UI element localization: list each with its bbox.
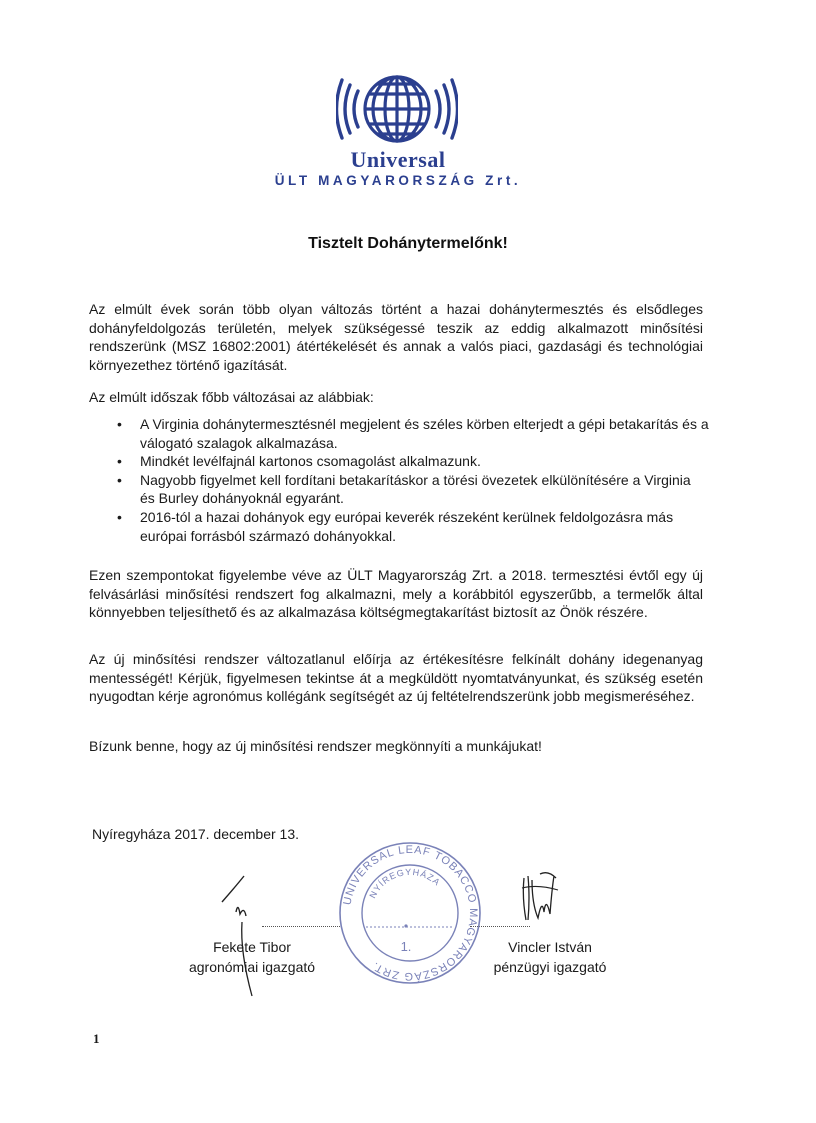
requirements-paragraph: Az új minősítési rendszer változatlanul előírja az értékesítésre felkínált dohány idegenanyag mentességét! Kérjük, figyelmesen tekintse át a megküldött nyomtatványunkat, és szükség esetén nyugodtan kérje agronómus kollégánk segítségét az új feltételrendszerünk jobb megismeréséhez. — [89, 651, 703, 705]
stamp-inner-text: NYÍREGYHÁZA — [367, 866, 443, 900]
globe-logo-icon — [336, 66, 458, 152]
signatory-right — [480, 937, 620, 977]
bullet-icon: • — [117, 416, 122, 432]
signatory-name: Fekete Tibor — [213, 939, 291, 955]
list-item: • A Virginia dohánytermesztésnél megjelent és széles körben elterjedt a gépi betakarítás és a válogató szalagok alkalmazása. — [117, 416, 709, 451]
signature-right-icon — [518, 868, 562, 928]
list-item: • Mindkét levélfajnál kartonos csomagolást alkalmazunk. — [117, 453, 481, 470]
signatory-left — [172, 937, 332, 977]
letter-greeting: Tisztelt Dohánytermelőnk! — [308, 235, 508, 252]
closing-paragraph: Bízunk benne, hogy az új minősítési rendszer megkönnyíti a munkájukat! — [89, 738, 542, 754]
svg-text:NYÍREGYHÁZA — [367, 867, 442, 900]
date-line: Nyíregyháza 2017. december 13. — [92, 826, 300, 842]
signatory-name: Vincler István — [508, 939, 592, 955]
brand-name: Universal — [350, 147, 446, 172]
stamp-number: 1. — [400, 939, 412, 954]
bullet-icon: • — [117, 453, 122, 470]
decision-paragraph: Ezen szempontokat figyelembe véve az ÜLT Magyarország Zrt. a 2018. termesztési évtől egy új felvásárlási minősítési rendszert fog alkalmazni, mely a korábbitól egyszerűbb, a termelők által könnyebben teljesíthető és az alkalmazása költségmegtakarítást biztosít az Önök részére. — [89, 567, 703, 621]
bullet-icon: • — [117, 508, 122, 525]
signatory-title: pénzügyi igazgató — [493, 959, 607, 975]
company-stamp — [338, 841, 482, 985]
list-item: • Nagyobb figyelmet kell fordítani betakarításkor a törési övezetek elkülönítésére a Virginia és Burley dohányoknál egyaránt. — [117, 471, 691, 507]
bullet-icon: • — [117, 471, 122, 488]
company-name: ÜLT MAGYARORSZÁG Zrt. — [274, 173, 522, 188]
page-number: 1 — [93, 1031, 100, 1046]
signatory-title: agronómiai igazgató — [188, 959, 316, 975]
stamp-outer-text: UNIVERSAL LEAF TOBACCO MAGYARORSZÁG ZRT. — [341, 843, 480, 983]
intro-paragraph: Az elmúlt évek során több olyan változás történt a hazai dohánytermesztés és elsődleges dohányfeldolgozás területén, melyek szükségessé teszik az eddig alkalmazott minősítési rendszerünk (MSZ 16802:2001) átértékelését és annak a valós piaci, gazdasági és technológiai környezethez történő igazítását. — [89, 301, 703, 373]
changes-list — [89, 415, 709, 545]
changes-lead: Az elmúlt időszak főbb változásai az alábbiak: — [89, 389, 374, 405]
list-item: • 2016-tól a hazai dohányok egy európai keverék részeként kerülnek feldolgozásra más európai forrásból származó dohányokkal. — [117, 508, 674, 544]
